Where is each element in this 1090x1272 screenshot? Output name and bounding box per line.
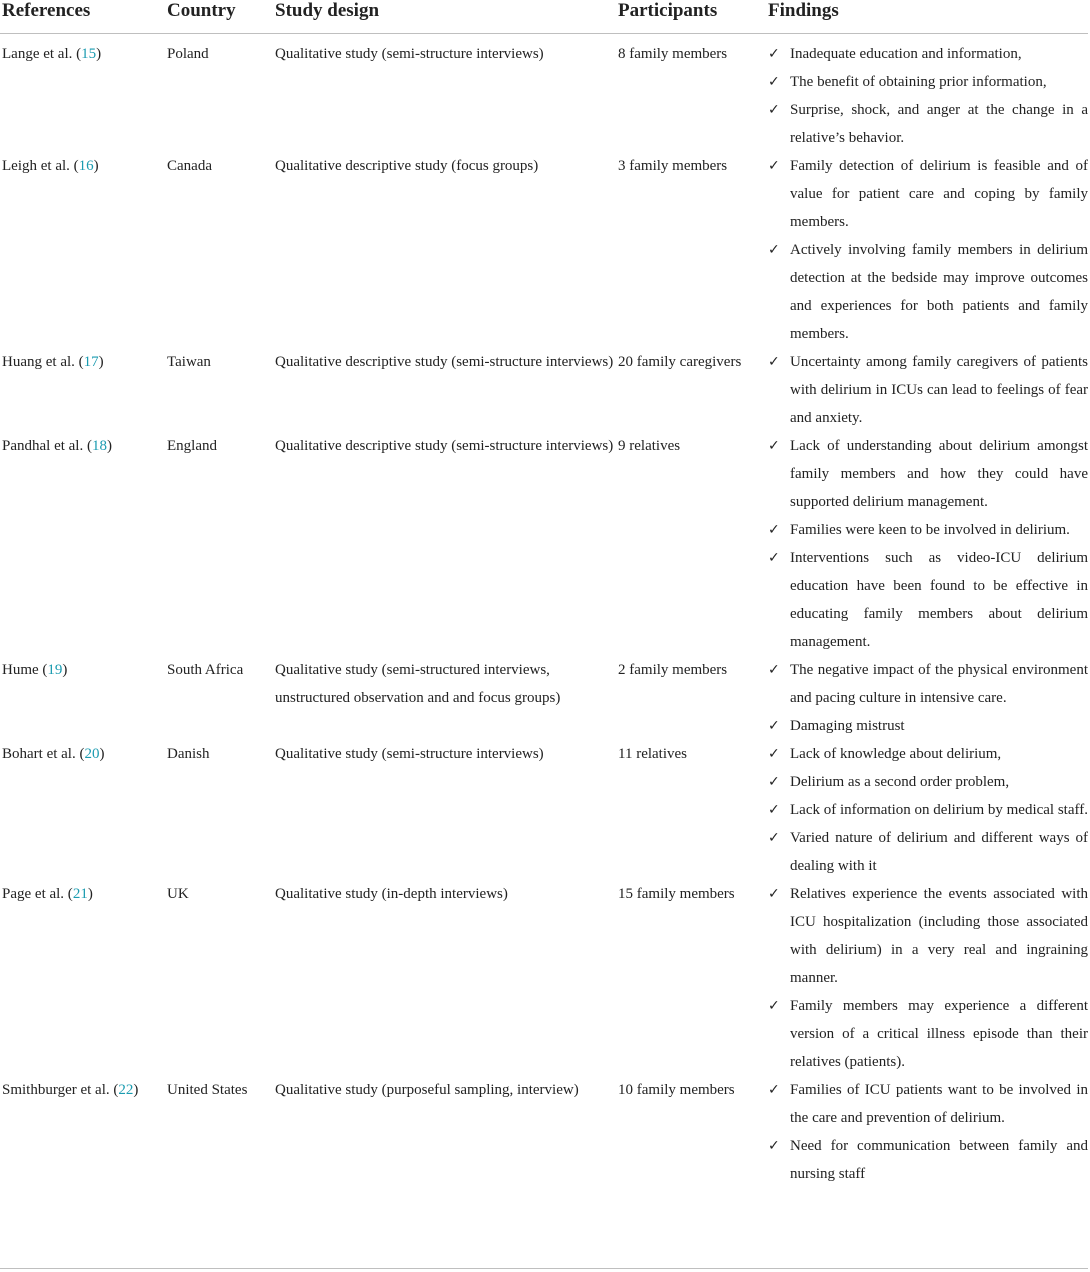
list-item bbox=[768, 96, 1088, 152]
finding-text: Inadequate education and information, bbox=[790, 46, 1022, 62]
cell-reference bbox=[0, 348, 165, 432]
reference-link[interactable]: 19 bbox=[47, 662, 63, 678]
list-item bbox=[768, 68, 1088, 96]
cell-findings bbox=[766, 348, 1088, 432]
finding-text: Delirium as a second order problem, bbox=[790, 774, 1010, 790]
cell-study-design: Qualitative study (semi-structured interviews, unstructured observation and and focus groups) bbox=[275, 662, 561, 706]
cell-study-design: Qualitative descriptive study (focus groups) bbox=[275, 158, 539, 174]
list-item bbox=[768, 40, 1088, 68]
finding-text: Relatives experience the events associated with ICU hospitalization (including those associated with delirium) in a very real and ingraining manner. bbox=[790, 886, 1088, 986]
table-row bbox=[0, 152, 1088, 348]
list-item bbox=[768, 544, 1088, 656]
reference-link[interactable]: 22 bbox=[118, 1082, 134, 1098]
cell-findings bbox=[766, 656, 1088, 740]
list-item bbox=[768, 740, 1088, 768]
reference-close: ) bbox=[93, 158, 99, 174]
list-item bbox=[768, 432, 1088, 516]
cell-findings bbox=[766, 34, 1088, 153]
checkmark-icon: ✓ bbox=[768, 354, 780, 370]
finding-text: Damaging mistrust bbox=[790, 718, 905, 734]
reference-author: Page et al. ( bbox=[2, 886, 73, 902]
finding-text: Families were keen to be involved in delirium. bbox=[790, 522, 1070, 538]
reference-close: ) bbox=[87, 886, 93, 902]
checkmark-icon: ✓ bbox=[768, 1082, 780, 1098]
table-row bbox=[0, 1076, 1088, 1196]
list-item bbox=[768, 768, 1088, 796]
table-header bbox=[0, 0, 1088, 34]
cell-reference bbox=[0, 152, 165, 348]
cell-reference bbox=[0, 432, 165, 656]
reference-close: ) bbox=[98, 354, 104, 370]
cell-reference bbox=[0, 880, 165, 1076]
cell-findings bbox=[766, 880, 1088, 1076]
header-country: Country bbox=[167, 0, 236, 21]
finding-text: Surprise, shock, and anger at the change in a relative’s behavior. bbox=[790, 102, 1088, 146]
list-item bbox=[768, 992, 1088, 1076]
reference-link[interactable]: 16 bbox=[78, 158, 94, 174]
bottom-rule bbox=[0, 1268, 1088, 1269]
list-item bbox=[768, 1076, 1088, 1132]
reference-link[interactable]: 20 bbox=[84, 746, 100, 762]
cell-study-design: Qualitative descriptive study (semi-structure interviews) bbox=[275, 438, 614, 454]
table-body bbox=[0, 34, 1088, 1197]
finding-text: Actively involving family members in delirium detection at the bedside may improve outcomes and experiences for both patients and family members. bbox=[790, 242, 1088, 342]
header-participants: Participants bbox=[618, 0, 718, 21]
reference-link[interactable]: 17 bbox=[83, 354, 99, 370]
checkmark-icon: ✓ bbox=[768, 102, 780, 118]
findings-list bbox=[768, 880, 1088, 1076]
checkmark-icon: ✓ bbox=[768, 830, 780, 846]
reference-author: Lange et al. ( bbox=[2, 46, 82, 62]
finding-text: Need for communication between family and nursing staff bbox=[790, 1138, 1088, 1182]
checkmark-icon: ✓ bbox=[768, 522, 780, 538]
header-references: References bbox=[2, 0, 91, 21]
cell-findings bbox=[766, 740, 1088, 880]
cell-reference bbox=[0, 34, 165, 153]
cell-findings bbox=[766, 432, 1088, 656]
finding-text: The benefit of obtaining prior information, bbox=[790, 74, 1047, 90]
cell-findings bbox=[766, 152, 1088, 348]
reference-link[interactable]: 21 bbox=[72, 886, 88, 902]
cell-study-design: Qualitative study (semi-structure interviews) bbox=[275, 746, 544, 762]
checkmark-icon: ✓ bbox=[768, 550, 780, 566]
finding-text: Lack of understanding about delirium amongst family members and how they could have supported delirium management. bbox=[790, 438, 1088, 510]
checkmark-icon: ✓ bbox=[768, 718, 780, 734]
checkmark-icon: ✓ bbox=[768, 1138, 780, 1154]
finding-text: The negative impact of the physical environment and pacing culture in intensive care. bbox=[790, 662, 1088, 706]
findings-list bbox=[768, 152, 1088, 348]
findings-list bbox=[768, 40, 1088, 152]
cell-participants: 8 family members bbox=[618, 46, 728, 62]
list-item bbox=[768, 152, 1088, 236]
cell-country: South Africa bbox=[167, 662, 244, 678]
cell-participants: 3 family members bbox=[618, 158, 728, 174]
cell-study-design: Qualitative study (purposeful sampling, interview) bbox=[275, 1082, 579, 1098]
checkmark-icon: ✓ bbox=[768, 662, 780, 678]
cell-study-design: Qualitative study (in-depth interviews) bbox=[275, 886, 508, 902]
header-findings: Findings bbox=[768, 0, 839, 21]
cell-reference bbox=[0, 656, 165, 740]
reference-author: Smithburger et al. ( bbox=[2, 1082, 119, 1098]
list-item bbox=[768, 796, 1088, 824]
cell-country: UK bbox=[167, 886, 189, 902]
reference-close: ) bbox=[133, 1082, 139, 1098]
cell-country: Canada bbox=[167, 158, 212, 174]
list-item bbox=[768, 656, 1088, 712]
finding-text: Family detection of delirium is feasible and of value for patient care and coping by family members. bbox=[790, 158, 1088, 230]
finding-text: Lack of knowledge about delirium, bbox=[790, 746, 1002, 762]
finding-text: Lack of information on delirium by medical staff. bbox=[790, 802, 1088, 818]
table-row bbox=[0, 656, 1088, 740]
checkmark-icon: ✓ bbox=[768, 746, 780, 762]
list-item bbox=[768, 236, 1088, 348]
reference-author: Huang et al. ( bbox=[2, 354, 84, 370]
reference-author: Bohart et al. ( bbox=[2, 746, 85, 762]
finding-text: Uncertainty among family caregivers of patients with delirium in ICUs can lead to feelings of fear and anxiety. bbox=[790, 354, 1088, 426]
list-item bbox=[768, 712, 1088, 740]
finding-text: Family members may experience a different version of a critical illness episode than their relatives (patients). bbox=[790, 998, 1088, 1070]
list-item bbox=[768, 348, 1088, 432]
reference-link[interactable]: 18 bbox=[91, 438, 107, 454]
cell-participants: 10 family members bbox=[618, 1082, 735, 1098]
cell-country: Taiwan bbox=[167, 354, 211, 370]
cell-reference bbox=[0, 740, 165, 880]
table-row bbox=[0, 432, 1088, 656]
reference-close: ) bbox=[62, 662, 68, 678]
checkmark-icon: ✓ bbox=[768, 242, 780, 258]
reference-author: Pandhal et al. ( bbox=[2, 438, 92, 454]
checkmark-icon: ✓ bbox=[768, 438, 780, 454]
cell-findings bbox=[766, 1076, 1088, 1196]
reference-close: ) bbox=[106, 438, 112, 454]
cell-reference bbox=[0, 1076, 165, 1196]
cell-country: England bbox=[167, 438, 217, 454]
reference-author: Leigh et al. ( bbox=[2, 158, 79, 174]
findings-list bbox=[768, 656, 1088, 740]
finding-text: Families of ICU patients want to be involved in the care and prevention of delirium. bbox=[790, 1082, 1088, 1126]
header-study-design: Study design bbox=[275, 0, 380, 21]
checkmark-icon: ✓ bbox=[768, 74, 780, 90]
reference-close: ) bbox=[99, 746, 105, 762]
findings-list bbox=[768, 432, 1088, 656]
checkmark-icon: ✓ bbox=[768, 774, 780, 790]
list-item bbox=[768, 880, 1088, 992]
findings-list bbox=[768, 740, 1088, 880]
cell-participants: 9 relatives bbox=[618, 438, 681, 454]
table-row bbox=[0, 740, 1088, 880]
cell-participants: 20 family caregivers bbox=[618, 354, 742, 370]
findings-list bbox=[768, 348, 1088, 432]
cell-study-design: Qualitative study (semi-structure interviews) bbox=[275, 46, 544, 62]
cell-country: Danish bbox=[167, 746, 210, 762]
checkmark-icon: ✓ bbox=[768, 886, 780, 902]
checkmark-icon: ✓ bbox=[768, 158, 780, 174]
table-row bbox=[0, 348, 1088, 432]
list-item bbox=[768, 1132, 1088, 1188]
reference-author: Hume ( bbox=[2, 662, 48, 678]
reference-link[interactable]: 15 bbox=[81, 46, 97, 62]
cell-country: United States bbox=[167, 1082, 248, 1098]
cell-country: Poland bbox=[167, 46, 209, 62]
cell-participants: 15 family members bbox=[618, 886, 735, 902]
cell-participants: 11 relatives bbox=[618, 746, 688, 762]
cell-study-design: Qualitative descriptive study (semi-structure interviews) bbox=[275, 354, 614, 370]
list-item bbox=[768, 516, 1088, 544]
checkmark-icon: ✓ bbox=[768, 802, 780, 818]
table-row bbox=[0, 880, 1088, 1076]
finding-text: Interventions such as video-ICU delirium education have been found to be effective in educating family members about delirium management. bbox=[790, 550, 1088, 650]
finding-text: Varied nature of delirium and different ways of dealing with it bbox=[790, 830, 1088, 874]
checkmark-icon: ✓ bbox=[768, 998, 780, 1014]
findings-list bbox=[768, 1076, 1088, 1188]
reference-close: ) bbox=[96, 46, 102, 62]
checkmark-icon: ✓ bbox=[768, 46, 780, 62]
table-row bbox=[0, 34, 1088, 153]
list-item bbox=[768, 824, 1088, 880]
cell-participants: 2 family members bbox=[618, 662, 728, 678]
